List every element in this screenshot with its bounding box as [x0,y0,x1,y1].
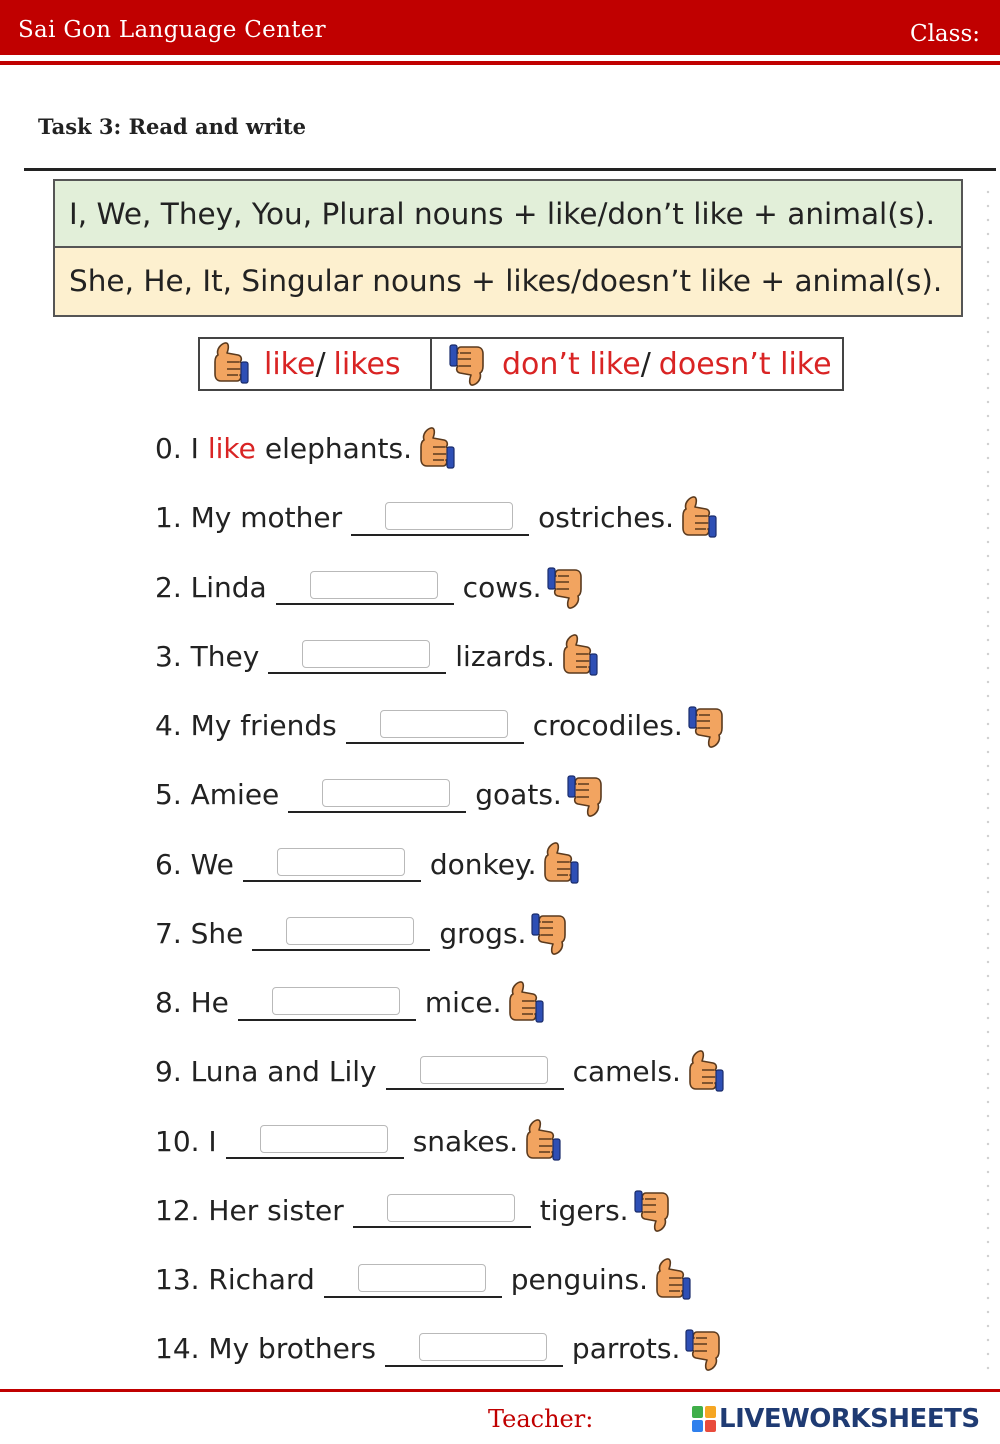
legend-dont-like-word: don’t like [502,346,641,382]
answer-input[interactable] [420,1056,548,1084]
teacher-label: Teacher: [488,1405,594,1433]
legend-like [200,339,432,389]
answer-input[interactable] [277,848,405,876]
answer-blank [268,638,446,674]
example-prefix: 0. I [155,432,199,466]
exercise-suffix: snakes. [412,1124,519,1158]
header-bar [0,0,1000,55]
exercise-prefix: 9. Luna and Lily [155,1055,377,1089]
answer-input[interactable] [358,1264,486,1292]
task-title: Task 3: Read and write [38,114,307,139]
answer-input[interactable] [286,917,414,945]
answer-blank [386,1054,564,1090]
footer-divider [0,1389,1000,1392]
answer-input[interactable] [322,779,450,807]
exercise-suffix: mice. [424,986,502,1020]
thumbs-up-icon [683,1048,727,1096]
answer-blank [243,846,421,882]
exercise-prefix: 1. My mother [155,501,343,535]
exercise-row [155,1314,729,1383]
exercise-row [155,691,729,760]
exercise-prefix: 5. Amiee [155,778,280,812]
exercise-prefix: 14. My brothers [155,1332,376,1366]
exercise-suffix: parrots. [571,1332,681,1366]
legend-slash: / [640,346,651,382]
exercise-prefix: 12. Her sister [155,1193,344,1227]
exercise-suffix: donkey. [429,847,537,881]
answer-blank [276,569,454,605]
liveworksheets-logo-icon [692,1406,716,1432]
exercise-suffix: camels. [572,1055,681,1089]
exercise-prefix: 6. We [155,847,234,881]
legend-like-word: like [264,346,316,382]
example-suffix: elephants. [264,432,413,466]
thumbs-down-icon [564,771,608,819]
answer-input[interactable] [310,571,438,599]
exercise-prefix: 13. Richard [155,1263,315,1297]
exercise-suffix: penguins. [510,1263,649,1297]
legend-box [198,337,844,391]
thumbs-up-icon [676,494,720,542]
answer-blank [324,1262,502,1298]
legend-dislike [432,339,842,389]
answer-input[interactable] [302,640,430,668]
exercise-row [155,1245,729,1314]
exercise-prefix: 2. Linda [155,570,267,604]
answer-blank [346,708,524,744]
exercise-prefix: 8. He [155,986,229,1020]
thumbs-up-icon [503,979,547,1027]
thumbs-down-icon [631,1186,675,1234]
exercise-row [155,899,729,968]
brand-name: LIVEWORKSHEETS [719,1404,980,1434]
rule-singular: She, He, It, Singular nouns + likes/doesn’t like + animal(s). [55,248,961,315]
thumbs-down-icon [682,1325,726,1373]
center-name: Sai Gon Language Center [18,17,326,43]
exercise-suffix: lizards. [455,639,555,673]
legend-slash: / [315,346,326,382]
thumbs-up-icon [414,425,458,473]
answer-input[interactable] [260,1125,388,1153]
answer-input[interactable] [419,1333,547,1361]
class-label: Class: [909,21,980,47]
example-row [155,414,729,483]
answer-input[interactable] [385,502,513,530]
rule-plural: I, We, They, You, Plural nouns + like/don’t like + animal(s). [55,181,961,248]
thumbs-down-icon [528,909,572,957]
exercise-row [155,1037,729,1106]
answer-blank [385,1331,563,1367]
exercise-suffix: crocodiles. [532,709,683,743]
legend-doesnt-like-word: doesn’t like [658,346,832,382]
exercise-row [155,830,729,899]
answer-blank [288,777,466,813]
exercise-suffix: tigers. [539,1193,629,1227]
thumbs-down-icon [446,340,490,388]
header-divider [0,61,1000,65]
answer-input[interactable] [272,987,400,1015]
exercise-prefix: 7. She [155,916,244,950]
thumbs-up-icon [557,632,601,680]
answer-blank [226,1123,404,1159]
example-verb: like [207,432,256,466]
exercise-suffix: ostriches. [538,501,674,535]
exercise-prefix: 10. I [155,1124,217,1158]
answer-blank [353,1192,531,1228]
answer-input[interactable] [387,1194,515,1222]
answer-blank [238,985,416,1021]
exercise-prefix: 4. My friends [155,709,337,743]
exercise-row [155,760,729,829]
exercise-list [155,414,729,1384]
liveworksheets-brand [692,1404,980,1434]
exercise-row [155,1107,729,1176]
exercise-row [155,553,729,622]
thumbs-up-icon [520,1117,564,1165]
thumbs-down-icon [544,563,588,611]
answer-input[interactable] [380,710,508,738]
exercise-row [155,483,729,552]
side-dotted-border [986,185,990,1375]
thumbs-up-icon [538,840,582,888]
answer-blank [351,500,529,536]
exercise-prefix: 3. They [155,639,260,673]
exercise-row [155,968,729,1037]
thumbs-up-icon [650,1256,694,1304]
exercise-row [155,622,729,691]
task-divider [24,168,996,171]
exercise-suffix: cows. [462,570,542,604]
exercise-suffix: grogs. [439,916,527,950]
exercise-row [155,1176,729,1245]
answer-blank [252,915,430,951]
thumbs-up-icon [208,340,252,388]
exercise-suffix: goats. [475,778,562,812]
thumbs-down-icon [685,702,729,750]
grammar-rules-box [53,179,963,317]
legend-likes-word: likes [333,346,401,382]
